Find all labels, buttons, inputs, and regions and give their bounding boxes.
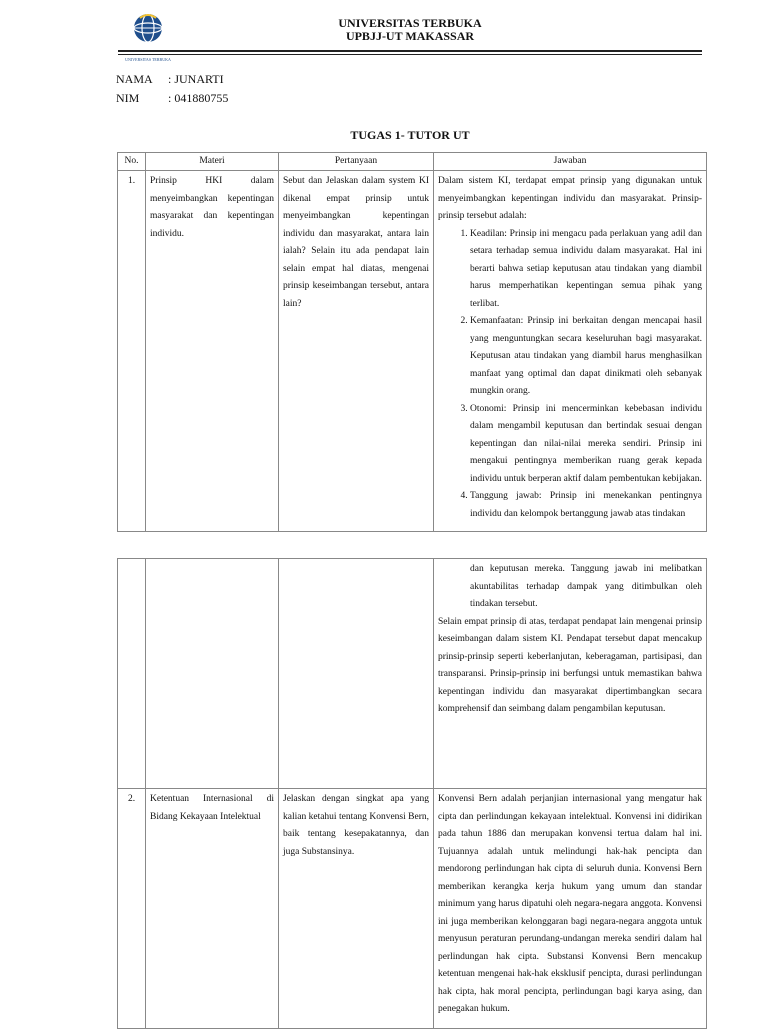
header-rule xyxy=(118,50,702,52)
unit-name: UPBJJ-UT MAKASSAR xyxy=(345,29,475,43)
list-item: 2. Kemanfaatan: Prinsip ini berkaitan dengan mencapai hasil yang menguntungkan secara keseluruhan bagi masyarakat. Keputusan atau tindakan yang diambil harus menghasilkan manfaat yang optimal dan dapat dinikmati oleh sebanyak mungkin orang. xyxy=(470,313,702,401)
assignment-table xyxy=(117,152,707,532)
header-no: No. xyxy=(118,153,146,171)
nim-label: NIM xyxy=(116,91,140,105)
pertanyaan-cell-empty xyxy=(279,559,434,789)
name-label: NAMA xyxy=(116,72,153,86)
table-row xyxy=(118,171,707,532)
logo-caption: UNIVERSITAS TERBUKA xyxy=(125,57,171,62)
table-header-row xyxy=(118,153,707,171)
document-title: TUGAS 1- TUTOR UT xyxy=(350,128,470,142)
materi-cell: Prinsip HKI dalam menyeimbangkan kepentingan masyarakat dan kepentingan individu. xyxy=(146,171,279,532)
row-number: 2. xyxy=(118,789,146,1029)
jawaban-cell xyxy=(434,559,707,789)
table-row xyxy=(118,559,707,789)
jawaban-cell: Konvensi Bern adalah perjanjian internasional yang mengatur hak cipta dan perlindungan kekayaan intelektual. Konvensi ini didirikan pada tahun 1886 dan merupakan konvensi tertua dalam hal ini. Tujuannya adalah untuk melindungi hak-hak pencipta dan mendorong perlindungan hak cipta di seluruh dunia. Konvensi Bern memberikan kerangka kerja hukum yang umum dan standar minimum yang harus dipatuhi oleh negara-negara anggota. Konvensi ini juga memberikan kelonggaran bagi negara-negara anggota untuk menyusun peraturan perundang-undangan mereka sendiri dalam hal perlindungan hak cipta. Substansi Konvensi Bern mencakup ketentuan mengenai hak-hak eksklusif pencipta, durasi perlindungan hak cipta, hak moral pencipta, perlindungan bagi karya asing, dan penegakan hukum. xyxy=(434,789,707,1029)
list-item-continuation: dan keputusan mereka. Tanggung jawab ini melibatkan akuntabilitas terhadap dampak yang ditimbulkan oleh tindakan tersebut. xyxy=(470,564,702,609)
university-name: UNIVERSITAS TERBUKA xyxy=(338,16,482,30)
header-jawaban: Jawaban xyxy=(434,153,707,171)
assignment-table-continued xyxy=(117,558,707,1029)
header-pertanyaan: Pertanyaan xyxy=(279,153,434,171)
university-logo xyxy=(124,10,172,62)
answer-paragraph: Selain empat prinsip di atas, terdapat pendapat lain mengenai prinsip keseimbangan dalam sistem KI. Pendapat tersebut dapat mencakup prinsip-prinsip seperti keberlanjutan, keberagaman, partisipasi, dan transparansi. Prinsip-prinsip ini berfungsi untuk memastikan bahwa kepentingan individu dan masyarakat dipertimbangkan secara komprehensif dan seimbang dalam pengambilan keputusan. xyxy=(438,616,702,714)
jawaban-cell xyxy=(434,171,707,532)
list-item: 1. Keadilan: Prinsip ini mengacu pada perlakuan yang adil dan setara terhadap semua individu dalam masyarakat. Hal ini berarti bahwa setiap keputusan atau tindakan yang diambil harus memperhatikan kepentingan semua pihak yang terlibat. xyxy=(470,226,702,314)
list-item: 4. Tanggung jawab: Prinsip ini menekankan pentingnya individu dan kelompok bertanggung jawab atas tindakan xyxy=(470,488,702,523)
answer-intro: Dalam sistem KI, terdapat empat prinsip yang digunakan untuk menyeimbangkan kepentingan individu dan masyarakat. Prinsip-prinsip tersebut adalah: xyxy=(438,176,702,221)
header-materi: Materi xyxy=(146,153,279,171)
pertanyaan-cell: Sebut dan Jelaskan dalam system KI dikenal empat prinsip untuk menyeimbangkan kepentingan individu dan masyarakat, antara lain ialah? Selain itu ada pendapat lain selain empat hal diatas, mengenai prinsip keseimbangan tersebut, antara lain? xyxy=(279,171,434,532)
materi-cell: Ketentuan Internasional di Bidang Kekayaan Intelektual xyxy=(146,789,279,1029)
pertanyaan-cell: Jelaskan dengan singkat apa yang kalian ketahui tentang Konvensi Bern, baik tentang kesepakatannya, dan juga Substansinya. xyxy=(279,789,434,1029)
nim-value: : 041880755 xyxy=(168,91,229,105)
principle-list xyxy=(438,226,702,524)
materi-cell-empty xyxy=(146,559,279,789)
header-rule-thin xyxy=(118,54,702,55)
table-row xyxy=(118,789,707,1029)
row-number: 1. xyxy=(118,171,146,532)
row-number-empty xyxy=(118,559,146,789)
list-item: 3. Otonomi: Prinsip ini mencerminkan kebebasan individu dalam mengambil keputusan dan bertindak sesuai dengan kepentingan dan nilai-nilai mereka sendiri. Prinsip ini mengakui pentingnya memberikan ruang gerak kepada individu untuk berperan aktif dalam pembentukan kebijakan. xyxy=(470,401,702,489)
name-value: : JUNARTI xyxy=(168,72,224,86)
globe-logo-icon xyxy=(124,10,172,54)
